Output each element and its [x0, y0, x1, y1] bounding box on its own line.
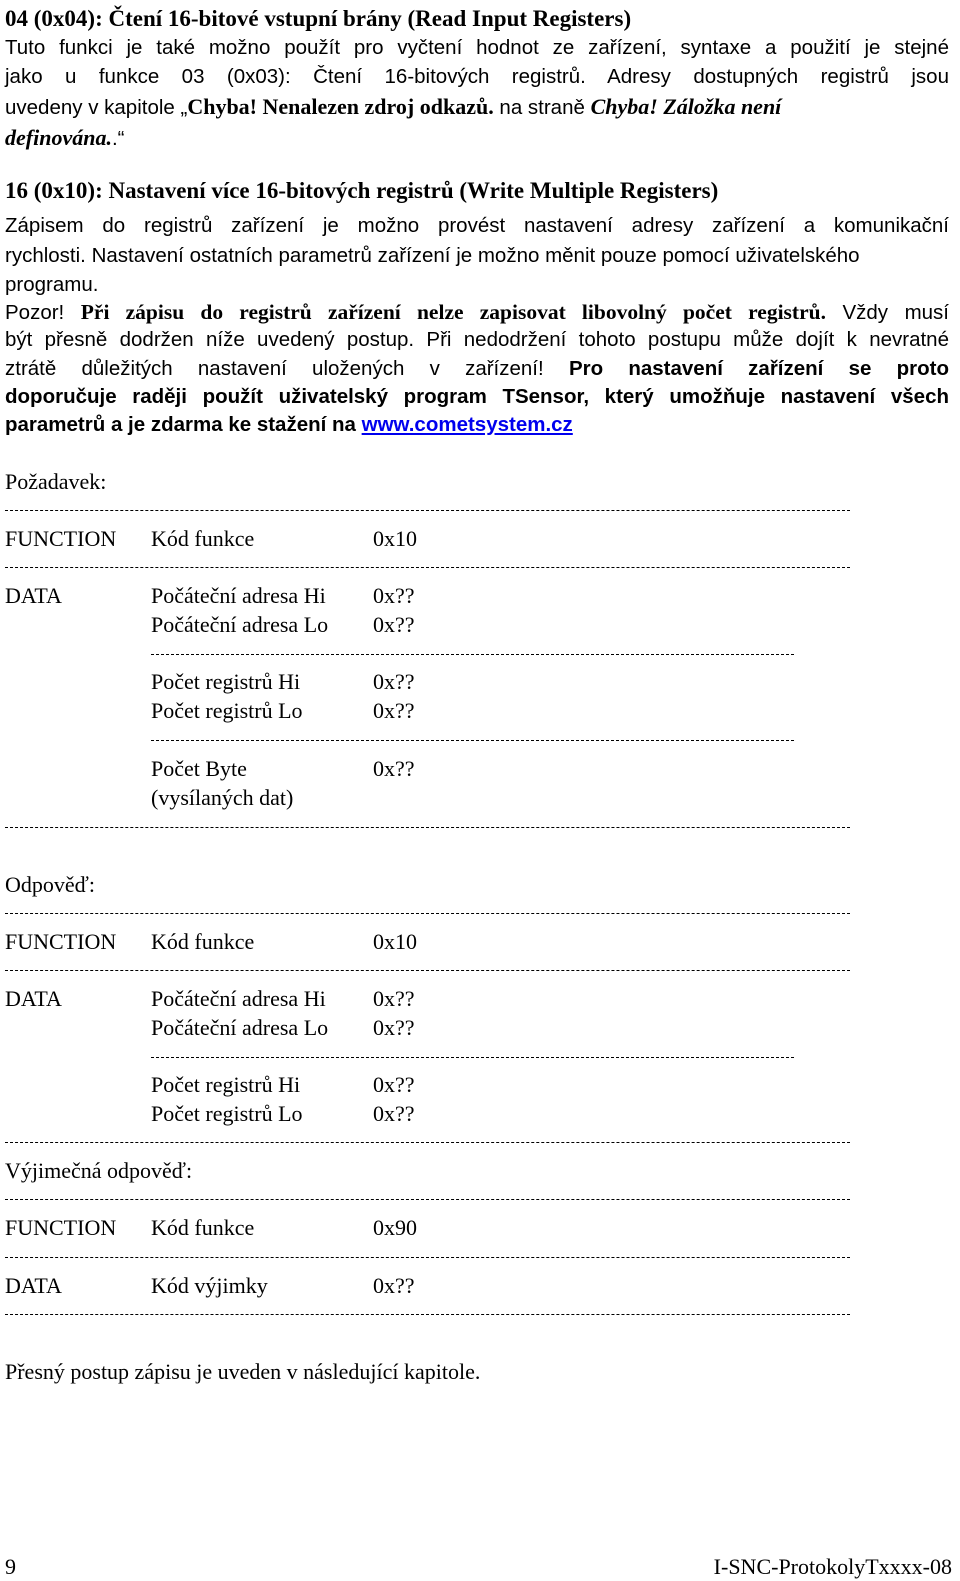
document-id: I-SNC-ProtokolyTxxxx-08 — [713, 1554, 952, 1579]
response-row-value: 0x?? — [373, 986, 415, 1011]
divider — [151, 740, 794, 741]
response-row-value: 0x?? — [373, 1015, 415, 1040]
divider — [5, 1314, 850, 1315]
text-fragment: Vždy musí — [825, 301, 949, 324]
divider — [5, 1257, 850, 1258]
response-function-value: 0x10 — [373, 929, 417, 954]
response-row-name: Počáteční adresa Hi — [151, 986, 326, 1011]
broken-bookmark-error: Chyba! Záložka není — [590, 94, 782, 119]
section-16-p1-line3: programu. — [5, 273, 99, 296]
request-row-value: 0x?? — [373, 612, 415, 637]
request-row-name: Počet registrů Lo — [151, 698, 303, 723]
text-fragment: uvedeny v kapitole „ — [5, 96, 188, 119]
request-function-value: 0x10 — [373, 526, 417, 551]
warning-label: Pozor! — [5, 301, 81, 324]
text-fragment: být přesně dodržen níže uvedený postup. — [5, 328, 415, 351]
section-16-heading: 16 (0x10): Nastavení více 16-bitových registrů (Write Multiple Registers) — [5, 178, 719, 203]
exception-function-value: 0x90 — [373, 1215, 417, 1240]
response-row-name: Počet registrů Hi — [151, 1072, 301, 1097]
response-data-label: DATA — [5, 986, 62, 1011]
divider — [5, 970, 850, 971]
section-16-p1-line2: rychlosti. Nastavení ostatních parametrů zařízení je možno měnit pouze pomocí uživatelského — [5, 244, 860, 267]
cometsystem-link[interactable]: www.cometsystem.cz — [361, 413, 573, 436]
request-row-name: Počet Byte — [151, 756, 247, 781]
divider — [5, 567, 850, 568]
text-fragment: ztrátě důležitých nastavení uložených v zařízení! — [5, 357, 544, 380]
request-function-name: Kód funkce — [151, 526, 255, 551]
request-row-name: (vysílaných dat) — [151, 785, 294, 810]
exception-row-name: Kód výjimky — [151, 1273, 268, 1298]
exception-row-value: 0x?? — [373, 1273, 415, 1298]
closing-note: Přesný postup zápisu je uveden v následující kapitole. — [5, 1359, 481, 1384]
divider — [5, 1199, 850, 1200]
exception-function-name: Kód funkce — [151, 1215, 255, 1240]
request-row-value: 0x?? — [373, 583, 415, 608]
divider — [5, 913, 850, 914]
text-fragment: Při nedodržení tohoto postupu může dojít k nevratné — [414, 328, 949, 351]
request-data-label: DATA — [5, 583, 62, 608]
response-row-name: Počáteční adresa Lo — [151, 1015, 329, 1040]
recommendation-text: Pro nastavení zařízení se proto — [543, 357, 950, 380]
response-function-name: Kód funkce — [151, 929, 255, 954]
section-16-p2-line5 — [5, 411, 573, 439]
request-row-value: 0x?? — [373, 756, 415, 781]
divider — [151, 654, 794, 655]
response-row-name: Počet registrů Lo — [151, 1101, 303, 1126]
broken-bookmark-error-cont: definována. — [5, 125, 112, 150]
response-function-label: FUNCTION — [5, 929, 117, 954]
request-row-name: Počáteční adresa Lo — [151, 612, 329, 637]
section-04-text-line3 — [5, 93, 781, 122]
request-function-label: FUNCTION — [5, 526, 117, 551]
divider — [151, 1057, 794, 1058]
section-04-text-line4 — [5, 124, 124, 153]
broken-reference-error: Chyba! Nenalezen zdroj odkazů. — [187, 94, 494, 119]
section-04-heading: 04 (0x04): Čtení 16-bitové vstupní brány (Read Input Registers) — [5, 6, 632, 31]
section-04-text-line1: Tuto funkci je také možno použít pro vyčtení hodnot ze zařízení, syntaxe a použití je stejné — [5, 36, 949, 59]
exception-function-label: FUNCTION — [5, 1215, 117, 1240]
request-row-name: Počáteční adresa Hi — [151, 583, 326, 608]
response-row-value: 0x?? — [373, 1101, 415, 1126]
request-row-value: 0x?? — [373, 698, 415, 723]
section-04-text-line2: jako u funkce 03 (0x03): Čtení 16-bitových registrů. Adresy dostupných registrů jsou — [5, 65, 949, 88]
divider — [5, 827, 850, 828]
section-16-p2-line2 — [5, 326, 949, 354]
response-row-value: 0x?? — [373, 1072, 415, 1097]
request-row-value: 0x?? — [373, 669, 415, 694]
request-row-name: Počet registrů Hi — [151, 669, 301, 694]
section-16-p1-line1: Zápisem do registrů zařízení je možno provést nastavení adresy zařízení a komunikační — [5, 214, 949, 237]
divider — [5, 1142, 850, 1143]
warning-text: Při zápisu do registrů zařízení nelze zapisovat libovolný počet registrů. — [80, 300, 826, 324]
text-fragment: na straně — [493, 96, 591, 119]
section-16-p2-line4: doporučuje raději použít uživatelský program TSensor, který umožňuje nastavení všech — [5, 385, 949, 408]
request-title: Požadavek: — [5, 469, 107, 494]
exception-title: Výjimečná odpověď: — [5, 1158, 193, 1183]
text-fragment: .“ — [111, 127, 125, 150]
section-16-p2-line3 — [5, 355, 949, 383]
response-title: Odpověď: — [5, 872, 95, 897]
divider — [5, 510, 850, 511]
section-16-p2-line1 — [5, 298, 949, 327]
page-number: 9 — [5, 1554, 16, 1579]
exception-data-label: DATA — [5, 1273, 62, 1298]
text-fragment: parametrů a je zdarma ke stažení na — [5, 413, 362, 436]
